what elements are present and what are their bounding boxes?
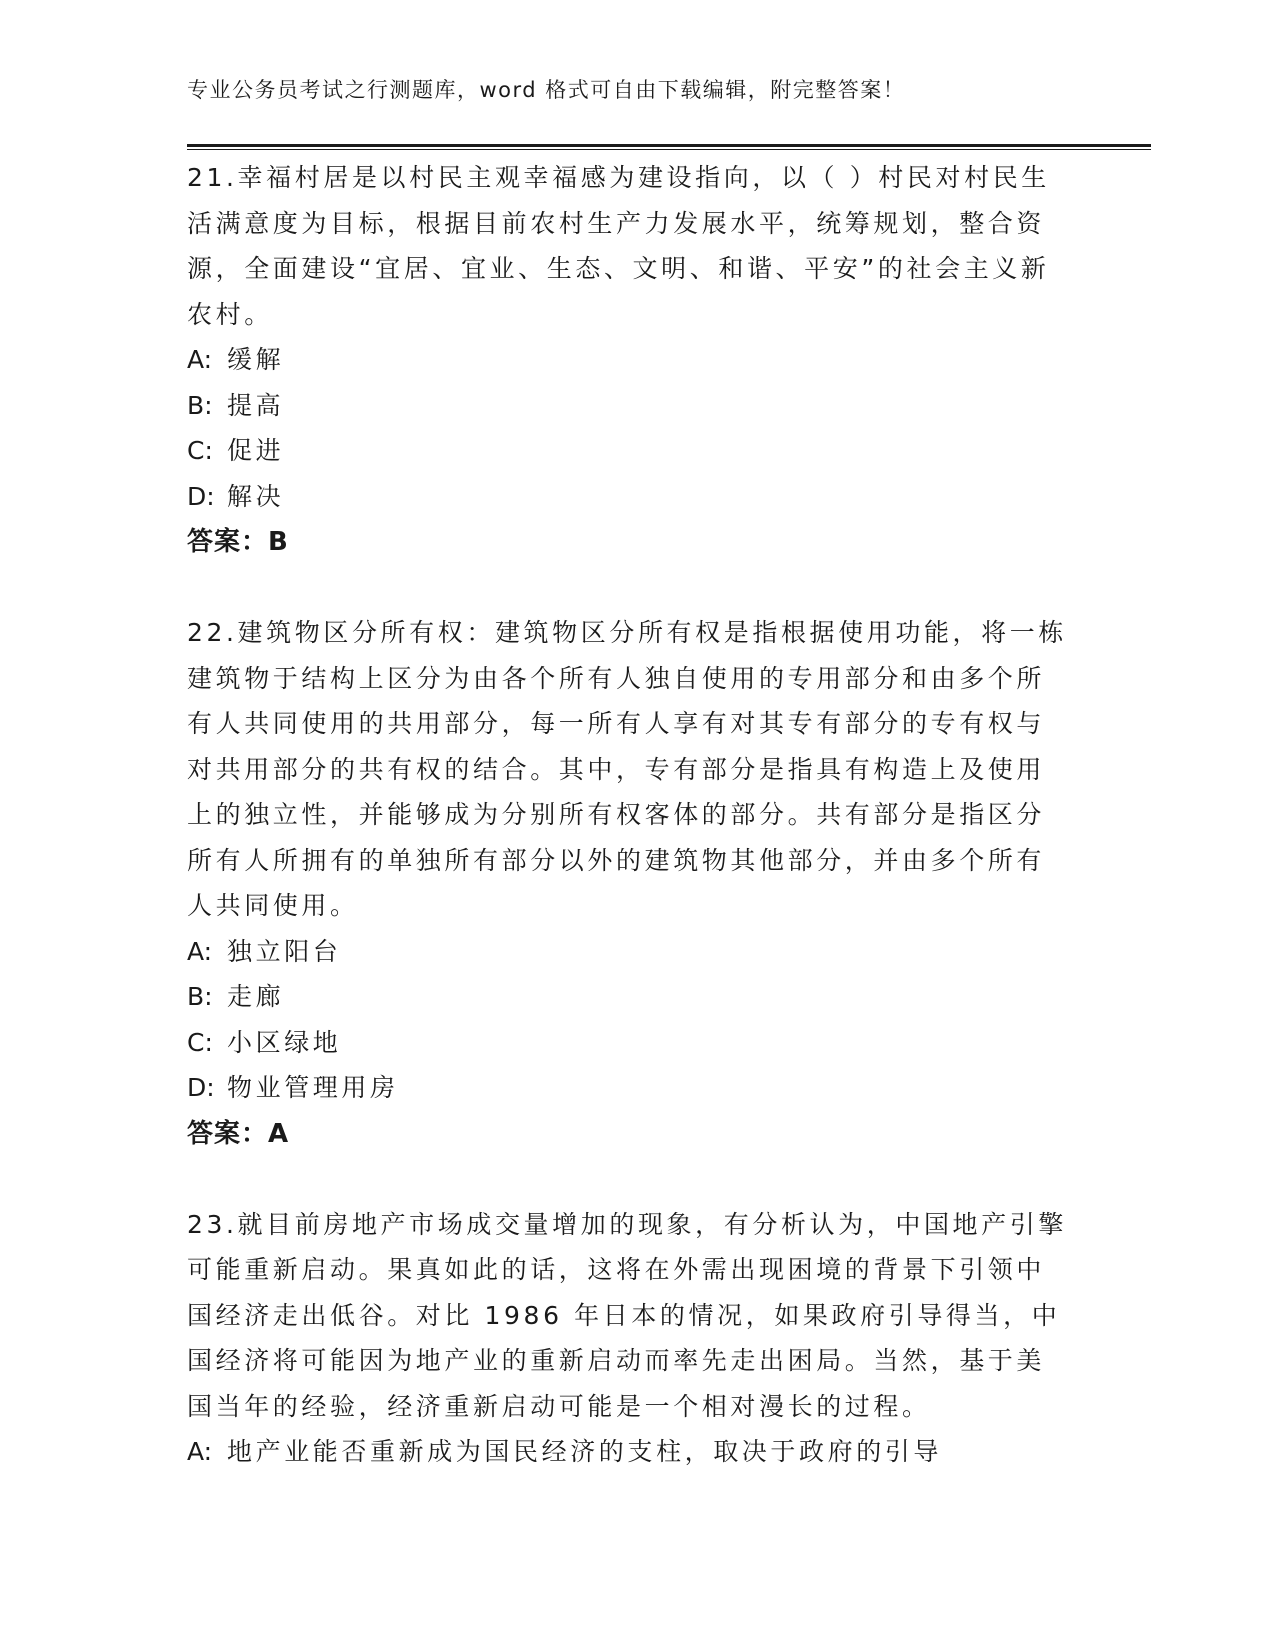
answer-label: 答案：A (187, 1118, 290, 1149)
option-letter: C: (187, 1027, 213, 1057)
question-stem: 21.幸福村居是以村民主观幸福感为建设指向，以（ ）村民对村民生活满意度为目标，根据目前农村生产力发展水平，统筹规划，整合资源，全面建设“宜居、宜业、生态、文明、和谐、平安”的社会主义新农村。 (187, 163, 1050, 329)
option-text: 提高 (227, 390, 285, 420)
option-text: 解决 (227, 481, 285, 511)
option-text: 走廊 (227, 982, 285, 1011)
option-letter: D: (187, 1073, 215, 1102)
option-letter: A: (187, 1437, 213, 1466)
option-text: 缓解 (227, 345, 285, 374)
option-text: 小区绿地 (227, 1027, 342, 1057)
option-a (187, 929, 1117, 975)
option-text: 物业管理用房 (227, 1073, 399, 1102)
option-c (187, 428, 1117, 474)
option-c (187, 1020, 1117, 1066)
option-a (187, 1429, 1117, 1475)
header-rule-thick (187, 144, 1151, 147)
question-22 (187, 610, 1117, 1157)
question-stem: 22.建筑物区分所有权：建筑物区分所有权是指根据使用功能，将一栋建筑物于结构上区分为由各个所有人独自使用的专用部分和由多个所有人共同使用的共用部分，每一所有人享有对其专有部分的专有权与对共用部分的共有权的结合。其中，专有部分是指具有构造上及使用上的独立性，并能够成为分别所有权客体的部分。共有部分是指区分所有人所拥有的单独所有部分以外的建筑物其他部分，并由多个所有人共同使用。 (187, 618, 1067, 920)
option-letter: D: (187, 481, 215, 511)
option-b (187, 383, 1117, 429)
option-letter: A: (187, 936, 213, 966)
option-a (187, 337, 1117, 383)
option-letter: C: (187, 436, 213, 465)
answer-label: 答案：B (187, 527, 289, 557)
option-b (187, 974, 1117, 1020)
option-letter: B: (187, 390, 213, 420)
option-text: 地产业能否重新成为国民经济的支柱，取决于政府的引导 (227, 1437, 943, 1466)
option-d (187, 1065, 1117, 1111)
question-list (187, 155, 1117, 1520)
option-letter: A: (187, 345, 213, 374)
option-d (187, 474, 1117, 520)
question-23 (187, 1202, 1117, 1475)
option-text: 促进 (227, 436, 285, 465)
option-letter: B: (187, 982, 213, 1011)
question-21 (187, 155, 1117, 565)
question-stem: 23.就目前房地产市场成交量增加的现象，有分析认为，中国地产引擎可能重新启动。果真如此的话，这将在外需出现困境的背景下引领中国经济走出低谷。对比 1986 年日本的情况，如果政府引导得当，中国经济将可能因为地产业的重新启动而率先走出困局。当然，基于美国当年的经验，经济重新启动可能是一个相对漫长的过程。 (187, 1209, 1067, 1421)
page-header: 专业公务员考试之行测题库，word 格式可自由下载编辑，附完整答案！ (187, 78, 906, 102)
option-text: 独立阳台 (227, 936, 342, 966)
header-rule-thin (187, 149, 1151, 150)
